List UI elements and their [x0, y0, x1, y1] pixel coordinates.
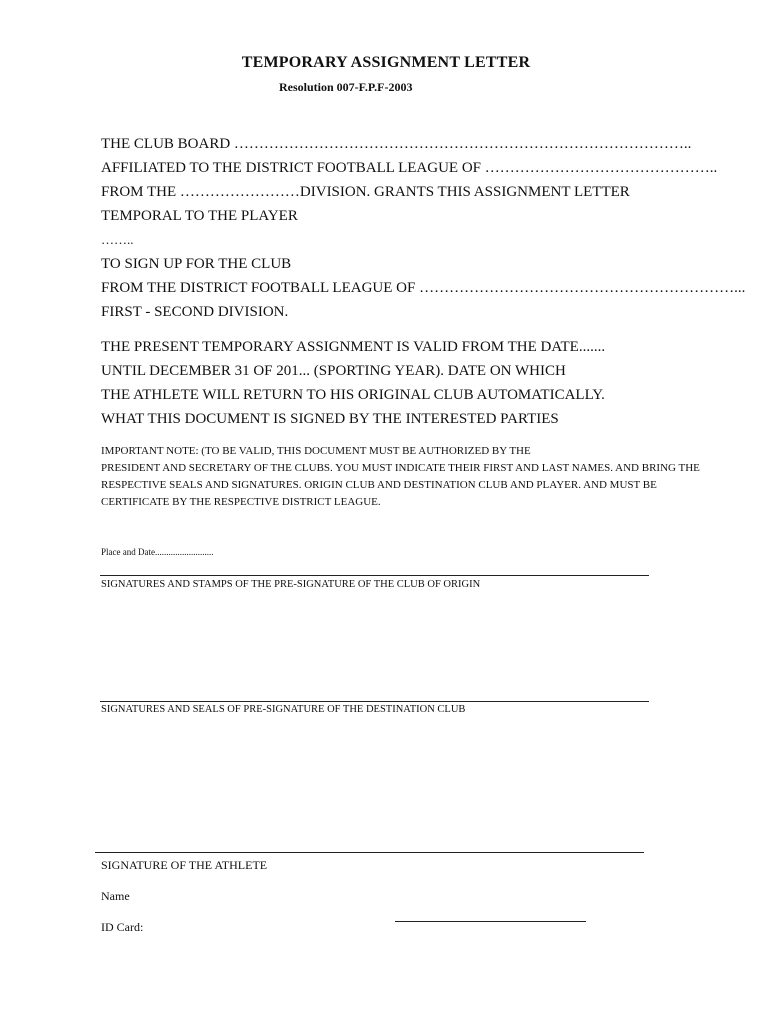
valid-from-line: THE PRESENT TEMPORARY ASSIGNMENT IS VALID FROM THE DATE....... [101, 339, 606, 355]
place-and-date-field: Place and Date.......................... [101, 547, 214, 557]
important-note-line-4: CERTIFICATE BY THE RESPECTIVE DISTRICT LEAGUE. [101, 496, 381, 508]
destination-league-line: FROM THE DISTRICT FOOTBALL LEAGUE OF ………………………………………………………... [101, 280, 746, 296]
document-title: TEMPORARY ASSIGNMENT LETTER [241, 54, 531, 71]
athlete-signature-label: SIGNATURE OF THE ATHLETE [101, 858, 268, 872]
origin-signature-rule [100, 575, 649, 576]
id-card-label: ID Card: [101, 920, 144, 934]
name-label: Name [101, 889, 130, 903]
destination-club-signature-label: SIGNATURES AND SEALS OF PRE-SIGNATURE OF THE DESTINATION CLUB [101, 704, 466, 715]
club-board-line: THE CLUB BOARD ……………………………………………………………………………….. [101, 136, 692, 152]
return-club-line: THE ATHLETE WILL RETURN TO HIS ORIGINAL CLUB AUTOMATICALLY. [101, 387, 605, 403]
important-note-line-3: RESPECTIVE SEALS AND SIGNATURES. ORIGIN CLUB AND DESTINATION CLUB AND PLAYER. AND MUST BE [101, 479, 657, 491]
important-note-line-2: PRESIDENT AND SECRETARY OF THE CLUBS. YOU MUST INDICATE THEIR FIRST AND LAST NAMES. AND BRING THE [101, 462, 700, 474]
name-id-signature-rule [395, 921, 586, 922]
temporal-player-line: TEMPORAL TO THE PLAYER [101, 208, 298, 224]
signed-parties-line: WHAT THIS DOCUMENT IS SIGNED BY THE INTERESTED PARTIES [101, 411, 559, 427]
resolution-subtitle: Resolution 007-F.P.F-2003 [279, 80, 413, 94]
affiliated-league-line: AFFILIATED TO THE DISTRICT FOOTBALL LEAGUE OF ……………………………………….. [101, 160, 718, 176]
division-line: FIRST - SECOND DIVISION. [101, 304, 289, 320]
valid-until-line: UNTIL DECEMBER 31 OF 201... (SPORTING YEAR). DATE ON WHICH [101, 363, 566, 379]
division-grant-line: FROM THE ……………………DIVISION. GRANTS THIS ASSIGNMENT LETTER [101, 184, 630, 200]
destination-signature-rule [100, 701, 649, 702]
athlete-signature-rule [95, 852, 644, 853]
origin-club-signature-label: SIGNATURES AND STAMPS OF THE PRE-SIGNATURE OF THE CLUB OF ORIGIN [101, 579, 481, 590]
sign-up-club-line: TO SIGN UP FOR THE CLUB [101, 256, 292, 272]
important-note-line-1: IMPORTANT NOTE: (TO BE VALID, THIS DOCUMENT MUST BE AUTHORIZED BY THE [101, 445, 531, 457]
player-name-dots: …….. [101, 232, 134, 247]
